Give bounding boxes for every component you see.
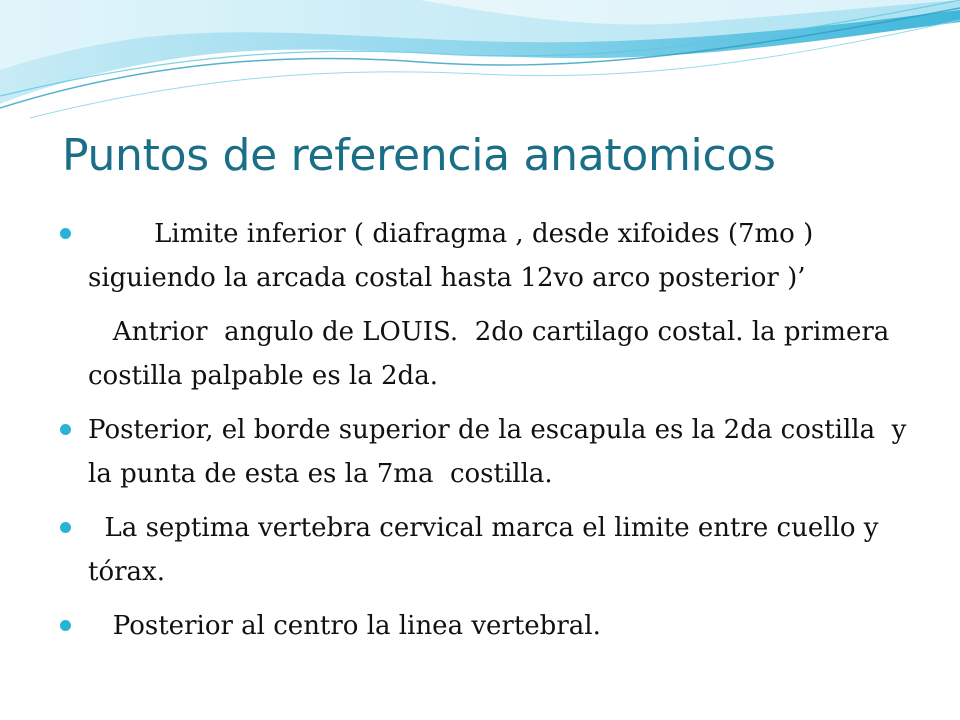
list-item xyxy=(60,212,920,300)
list-item-text: Antrior angulo de LOUIS. 2do cartilago costal. la primera costilla palpable es la 2da. xyxy=(88,317,898,391)
list-item xyxy=(60,408,920,496)
slide-title: Puntos de referencia anatomicos xyxy=(62,130,776,181)
list-item-text: Posterior al centro la linea vertebral. xyxy=(88,611,601,641)
list-item xyxy=(60,604,920,648)
bullet-list xyxy=(60,212,920,658)
bullet-dot-icon xyxy=(60,228,71,239)
list-item-text: Limite inferior ( diafragma , desde xifoides (7mo ) siguiendo la arcada costal hasta 12vo arco posterior )’ xyxy=(88,219,822,293)
bullet-dot-icon xyxy=(60,620,71,631)
list-item xyxy=(60,310,920,398)
list-item xyxy=(60,506,920,594)
header-wave-decoration xyxy=(0,0,960,120)
list-item-text: La septima vertebra cervical marca el limite entre cuello y tórax. xyxy=(88,513,887,587)
bullet-dot-icon xyxy=(60,424,71,435)
list-item-text: Posterior, el borde superior de la escapula es la 2da costilla y la punta de esta es la 7ma costilla. xyxy=(88,415,915,489)
bullet-dot-icon xyxy=(60,522,71,533)
